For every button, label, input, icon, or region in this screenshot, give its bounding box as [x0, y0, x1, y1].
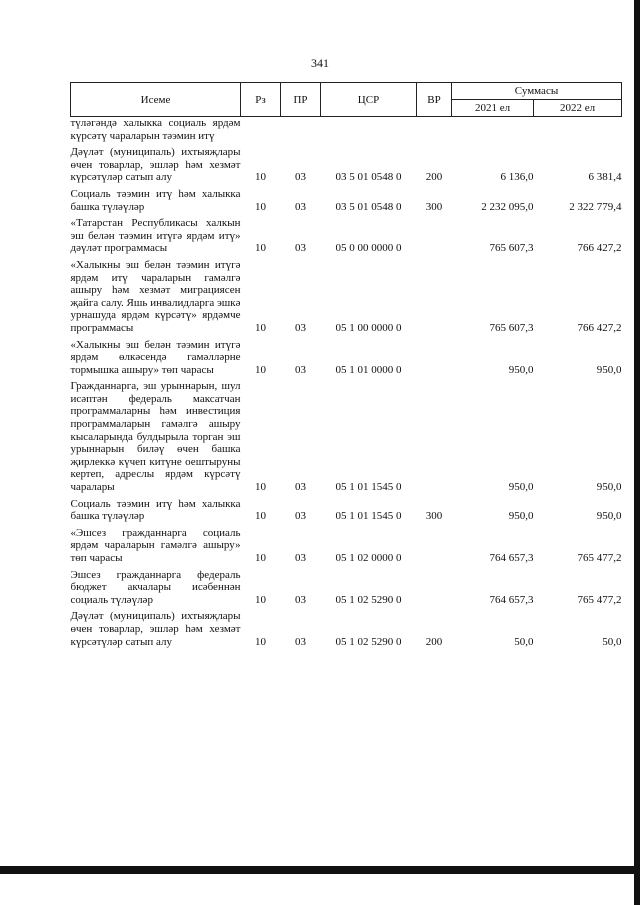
scan-edge-right	[634, 0, 640, 905]
row-vr	[417, 380, 452, 497]
row-name: Дәүләт (муниципаль) ихтыяҗлары өчен товарлар, эшләр һәм хезмәт күрсәтүләр сатып алу	[70, 146, 241, 184]
row-name: Социаль тәэмин итү һәм халыкка башка түләүләр	[70, 187, 241, 213]
row-amount-2021: 2 232 095,0	[481, 200, 534, 213]
header-year-2022: 2022 ел	[534, 100, 622, 117]
row-csr: 05 1 02 0000 0	[335, 552, 402, 564]
header-vr: ВР	[417, 83, 452, 117]
row-amount-2022: 950,0	[596, 363, 622, 376]
table-row	[71, 610, 622, 652]
row-amount-2021: 764 657,3	[489, 593, 534, 606]
row-name: «Эшсез гражданнарга социаль ярдәм чараларын гамәлгә ашыру» төп чарасы	[70, 526, 241, 564]
row-amount-2021: 950,0	[508, 481, 534, 494]
row-name: Социаль тәэмин итү һәм халыкка башка түләүләр	[70, 497, 241, 523]
row-csr: 05 1 00 0000 0	[335, 321, 402, 334]
row-csr: 05 1 02 5290 0	[335, 635, 402, 648]
table-row	[71, 117, 622, 147]
row-pr: 03	[295, 321, 306, 334]
table-row	[71, 217, 622, 259]
row-pr: 03	[295, 242, 306, 255]
row-pr: 03	[295, 593, 306, 606]
budget-table	[70, 82, 622, 652]
row-rz: 10	[255, 363, 266, 376]
header-name: Исеме	[71, 83, 241, 117]
row-name: «Татарстан Республикасы халкын эш белән тәэмин итүгә ярдәм итү» дәүләт программасы	[70, 217, 241, 255]
row-csr: 05 1 01 1545 0	[335, 481, 402, 494]
row-name: «Халыкны эш белән тәэмин итүгә ярдәм өлкәсендә гамәлләрне тормышка ашыру» төп чарасы	[70, 338, 241, 376]
row-pr: 03	[295, 200, 306, 213]
table-row	[71, 146, 622, 188]
row-rz: 10	[255, 510, 266, 523]
row-vr	[417, 569, 452, 611]
row-amount-2022: 6 381,4	[588, 171, 622, 184]
row-amount-2021: 765 607,3	[489, 321, 534, 334]
header-csr: ЦСР	[321, 83, 417, 117]
row-rz: 10	[255, 171, 266, 184]
row-vr: 300	[425, 510, 443, 523]
row-rz: 10	[255, 552, 266, 564]
table-row	[71, 188, 622, 217]
table-row	[71, 569, 622, 611]
row-pr: 03	[295, 481, 306, 494]
row-rz: 10	[255, 593, 266, 606]
row-pr: 03	[295, 510, 306, 523]
row-name: түләгәндә халыкка социаль ярдәм күрсәтү чараларын тәэмин итү	[70, 117, 241, 142]
row-amount-2022: 950,0	[596, 481, 622, 494]
row-csr	[321, 117, 417, 147]
row-name: «Халыкны эш белән тәэмин итүгә ярдәм итү чараларын гамәлгә ашыру һәм хезмәт миграциясен җайга салу. Яшь инвалидларга эшкә урнашуда ярдәм күрсәтү» ярдәмче программасы	[70, 258, 241, 334]
row-csr: 03 5 01 0548 0	[335, 200, 402, 213]
row-rz: 10	[255, 200, 266, 213]
row-name: Гражданнарга, эш урыннарын, шул исәптән федераль максатчан программаларны һәм инвестиция программаларын гамәлгә ашыру кысаларында булдырыла торган эш урыннарын биләү өчен башка җирлеккә күчеп китүне оештыруны кертеп, адреслы ярдәм күрсәтү чаралары	[70, 380, 241, 494]
row-csr: 05 1 01 1545 0	[335, 510, 402, 523]
row-vr	[417, 259, 452, 339]
row-vr	[417, 527, 452, 569]
row-vr	[417, 339, 452, 381]
row-amount-2022	[534, 117, 622, 147]
scan-edge-bottom	[0, 866, 640, 874]
row-vr: 200	[425, 171, 443, 184]
row-amount-2022: 765 477,2	[577, 552, 622, 564]
table-row	[71, 380, 622, 497]
row-pr: 03	[295, 171, 306, 184]
row-pr: 03	[295, 552, 306, 564]
row-csr: 05 0 00 0000 0	[335, 242, 402, 255]
row-amount-2021: 764 657,3	[489, 552, 534, 564]
row-amount-2021: 950,0	[508, 363, 534, 376]
row-vr	[417, 217, 452, 259]
row-vr: 300	[425, 200, 443, 213]
row-csr: 05 1 01 0000 0	[335, 363, 402, 376]
row-csr: 05 1 02 5290 0	[335, 593, 402, 606]
table-row	[71, 259, 622, 339]
row-amount-2022: 50,0	[602, 635, 622, 648]
row-name: Дәүләт (муниципаль) ихтыяҗлары өчен товарлар, эшләр һәм хезмәт күрсәтүләр сатып алу	[70, 610, 241, 648]
row-amount-2022: 766 427,2	[577, 321, 622, 334]
page-number: 341	[311, 56, 329, 70]
row-csr: 03 5 01 0548 0	[335, 171, 402, 184]
row-pr	[281, 117, 321, 147]
row-rz: 10	[255, 481, 266, 494]
row-pr: 03	[295, 363, 306, 376]
row-rz: 10	[255, 242, 266, 255]
row-vr	[417, 117, 452, 147]
header-pr: ПР	[281, 83, 321, 117]
table-row	[71, 498, 622, 527]
row-amount-2021: 950,0	[508, 510, 534, 523]
table-body	[71, 117, 622, 653]
header-sums: Суммасы	[452, 83, 622, 100]
row-pr: 03	[295, 635, 306, 648]
row-amount-2021: 6 136,0	[500, 171, 534, 184]
row-amount-2022: 2 322 779,4	[569, 200, 622, 213]
row-name: Эшсез гражданнарга федераль бюджет акчалары исәбеннән социаль түләүләр	[70, 568, 241, 606]
table-row	[71, 339, 622, 381]
row-vr: 200	[425, 635, 443, 648]
row-amount-2021	[452, 117, 534, 147]
header-rz: Рз	[241, 83, 281, 117]
table-row	[71, 527, 622, 569]
row-amount-2022: 765 477,2	[577, 593, 622, 606]
row-amount-2021: 50,0	[514, 635, 534, 648]
row-amount-2022: 950,0	[596, 510, 622, 523]
row-rz: 10	[255, 321, 266, 334]
row-amount-2022: 766 427,2	[577, 242, 622, 255]
row-amount-2021: 765 607,3	[489, 242, 534, 255]
row-rz	[241, 117, 281, 147]
row-rz: 10	[255, 635, 266, 648]
header-year-2021: 2021 ел	[452, 100, 534, 117]
